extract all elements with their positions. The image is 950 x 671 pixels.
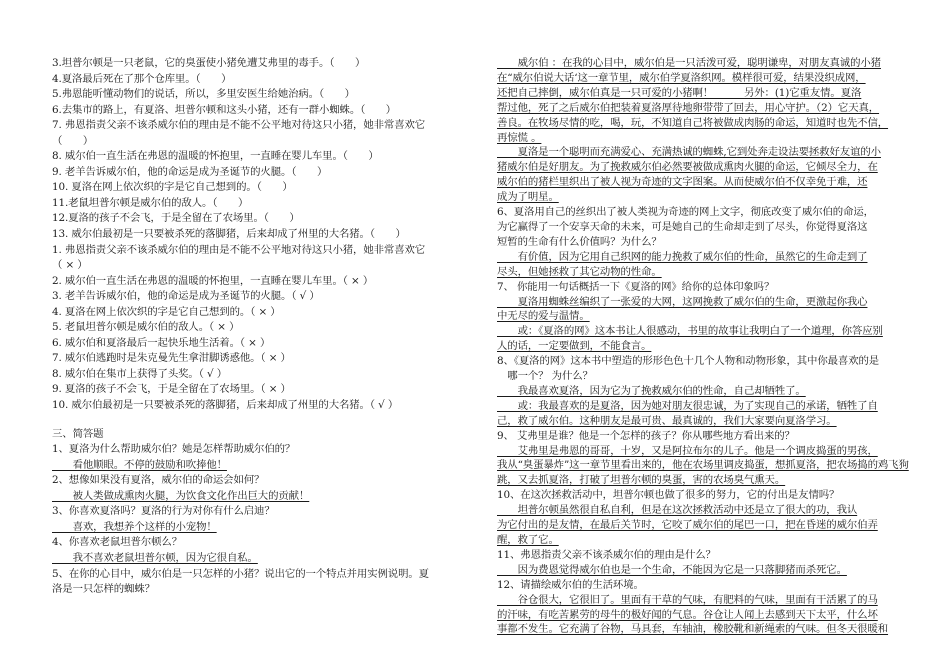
- left-text-line: （ × ）: [52, 259, 88, 272]
- section-spacer: [52, 414, 462, 427]
- right-text-line: 或：我最喜欢的是夏洛，因为她对朋友很忠诚，为了实现自己的承诺，牺牲了自: [497, 399, 878, 412]
- left-text-line: 3. 老羊告诉威尔伯，他的命运是成为圣诞节的火腿。（ √ ）: [52, 290, 320, 303]
- right-text-line: 跳，又去抓夏洛，打破了坦普尔顿的臭蛋，害的农场臭气熏天。: [497, 474, 786, 487]
- right-text-line: 艾弗里是弗恩的哥哥，十岁，又是阿拉布尔的儿子。他是一个调皮捣蛋的男孩，: [497, 444, 878, 457]
- left-column: [52, 56, 462, 598]
- left-text-line: 13. 威尔伯最初是一只要被杀死的落脚猪，后来却成了州里的大名猪。（ ）: [52, 228, 406, 241]
- right-text-line: 哪一个？ 为什么？: [497, 370, 593, 383]
- right-text-line: 8、《夏洛的网》这本书中塑造的形形色色十几个人物和动物形象，其中你最喜欢的是: [497, 355, 880, 368]
- left-text-line: 7. 威尔伯逃跑时是朱克曼先生拿泔脚诱惑他。（ × ）: [52, 352, 291, 365]
- right-text-line: 还把自己摔倒，威尔伯真是一只可爱的小猪啊！ 另外：(1)它重友情。夏洛: [497, 86, 862, 99]
- left-text-line: 6. 威尔伯和夏洛最后一起快乐地生活着。（ × ）: [52, 336, 271, 349]
- right-text-line: 6、夏洛用自己的丝织出了被人类视为奇迹的网上文字，彻底改变了威尔伯的命运，: [497, 206, 874, 219]
- left-text-line: 8. 威尔伯在集市上获得了头奖。（ √ ）: [52, 367, 228, 380]
- left-text-line: 洛是一只怎样的蜘蛛？: [52, 583, 155, 596]
- right-text-line: 我从“臭蛋暴炸”这一章节里看出来的，他在农场里调皮捣蛋，想抓夏洛，把农场捣的鸡飞狗: [497, 459, 909, 472]
- right-text-line: 再惊慌 。: [497, 131, 542, 144]
- right-text-line: 我最喜欢夏洛，因为它为了挽救威尔伯的性命，自己却牺牲了。: [497, 384, 806, 397]
- right-text-line: 9、 艾弗里是谁？他是一个怎样的孩子？你从哪些地方看出来的？: [497, 429, 795, 442]
- left-text-line: 1、夏洛为什么帮助威尔伯？她是怎样帮助威尔伯的？: [52, 443, 296, 456]
- right-text-line: 坦普尔顿虽然很自私自利，但是在这次拯救活动中还是立了很大的功，我认: [497, 504, 858, 517]
- left-text-line: 9. 夏洛的孩子不会飞，于是全留在了农场里。（ × ）: [52, 383, 291, 396]
- right-text-line: 有价值，因为它用自己织网的能力挽救了威尔伯的性命，虽然它的生命走到了: [497, 250, 868, 263]
- right-text-line: 中无尽的爱与温情。: [497, 310, 590, 323]
- right-text-line: 12、请描绘威尔伯的生活环境。: [497, 578, 644, 591]
- right-text-line: 人的话，一定要做到，不能食言。: [497, 340, 652, 353]
- left-text-line: 6.去集市的路上，有夏洛、坦普尔顿和这头小猪，还有一群小蜘蛛。（ ）: [52, 103, 397, 116]
- right-text-line: 因为费恩觉得威尔伯也是一个生命，不能因为它是一只落脚猪而杀死它。: [497, 563, 847, 576]
- right-text-line: 夏洛用蜘蛛丝编织了一张爱的大网，这网挽救了威尔伯的生命，更激起你我心: [497, 295, 868, 308]
- left-text-line: 5.弗恩能听懂动物们的说话，所以，多里安医生给她治病。（ ）: [52, 88, 355, 101]
- left-text-line: 12.夏洛的孩子不会飞，于是全留在了农场里。（ ）: [52, 212, 300, 225]
- right-text-line: 短暂的生命有什么价值吗？为什么？: [497, 235, 662, 248]
- right-text-line: 成为了明星。: [497, 191, 559, 204]
- right-text-line: 的汗味，有吃苦累劳的母牛的极好闻的气息。谷仓让人闻上去感到天下太平，什么坏: [497, 608, 878, 621]
- left-text-line: 5、在你的心目中，威尔伯是一只怎样的小猪？说出它的一个特点并用实例说明。夏: [52, 567, 429, 580]
- left-text-line: （ ）: [52, 134, 94, 147]
- right-text-line: 威尔伯的猪栏里织出了被人视为奇迹的文字图案。从而使威尔伯不仅幸免于难，还: [497, 176, 868, 189]
- right-text-line: 谷仓很大，它很旧了。里面有干草的气味，有肥料的气味，里面有干活累了的马: [497, 593, 878, 606]
- right-text-line: 威尔伯 ：在我的心目中，威尔伯是一只活泼可爱，聪明谦卑，对朋友真诚的小猪: [497, 57, 881, 69]
- right-text-line: 为它赢得了一个安享天命的未来，可是她自己的生命却走到了尽头，你觉得夏洛这: [497, 220, 868, 233]
- right-text-line: 7、 你能用一句话概括一下《夏洛的网》给你的总体印象吗？: [497, 280, 775, 293]
- right-text-line: 10、在这次拯救活动中，坦普尔顿也做了很多的努力，它的付出是友情吗？: [497, 489, 840, 502]
- left-text-line: 3、你喜欢夏洛吗？夏洛的行为对你有什么启迪？: [52, 505, 275, 518]
- left-text-line: 9. 老羊告诉威尔伯，他的命运是成为圣诞节的火腿。（ ）: [52, 165, 328, 178]
- left-text-line: 8. 威尔伯一直生活在弗恩的温暖的怀抱里，一直睡在婴儿车里。（ ）: [52, 150, 379, 163]
- left-text-line: 喜欢，我想养个这样的小宠物！: [52, 520, 217, 533]
- left-text-line: 4、你喜欢老鼠坦普尔顿么？: [52, 536, 182, 549]
- right-text-line: 醒，救了它。: [497, 534, 559, 546]
- right-text-line: 为它付出的是友情，在最后关节时，它咬了威尔伯的尾巴一口，把在昏迷的威尔伯弄: [497, 519, 878, 532]
- left-text-line: 1. 弗恩指责父亲不该杀威尔伯的理由是不能不公平地对待这只小猪，她非常喜欢它: [52, 243, 426, 256]
- right-text-line: 尽头，但她拯救了其它动物的性命。: [497, 265, 662, 278]
- left-text-line: 我不喜欢老鼠坦普尔顿，因为它很自私。: [52, 551, 258, 564]
- left-text-line: 看他顺眼。不停的鼓励和吹捧他！: [52, 458, 227, 471]
- right-text-line: 在“威尔伯说大话‘这一章节里，威尔伯学夏洛织网。模样很可爱，结果没织成网，: [497, 71, 866, 84]
- left-text-line: 4.夏洛最后死在了那个仓库里。（ ）: [52, 72, 232, 85]
- right-text-line: 帮过他，死了之后威尔伯把装着夏洛厚待地卵带带了回去，用心守护。（2）它天真，: [497, 101, 880, 114]
- right-text-line: 猪威尔伯是好朋友。为了挽救威尔伯必然要被做成熏肉火腿的命运，它倾尽全力，在: [497, 161, 878, 174]
- left-text-line: 10. 威尔伯最初是一只要被杀死的落脚猪，后来却成了州里的大名猪。（ √ ）: [52, 399, 399, 412]
- right-text-line: 事都不发生。它充满了谷物，马具套，车轴油，橡胶靴和新绳索的气味。但冬天很暖和: [497, 623, 889, 636]
- left-text-line: 2、想像如果没有夏洛，威尔伯的命运会如何？: [52, 474, 265, 487]
- left-text-line: 被人类做成熏肉火腿，为饮食文化作出巨大的贡献！: [52, 489, 310, 502]
- left-text-line: 10. 夏洛在网上依次织的字是它自己想到的。（ ）: [52, 181, 293, 194]
- right-text-line: 善良。在牧场尽情的吃，喝，玩，不知道自己将被做成肉肠的命运，知道时也先不信，: [497, 116, 889, 129]
- left-text-line: 11.老鼠坦普尔顿是威尔伯的敌人。（ ）: [52, 196, 249, 209]
- left-text-line: 三、简答题: [52, 427, 104, 440]
- right-text-line: 11、弗恩指责父亲不该杀威尔伯的理由是什么？: [497, 548, 716, 561]
- left-text-line: 7. 弗恩指责父亲不该杀威尔伯的理由是不能不公平地对待这只小猪，她非常喜欢它: [52, 119, 426, 132]
- right-text-line: 己，救了威尔伯。这种朋友是最可贵、最真诚的，我们大家要向夏洛学习。: [497, 414, 837, 427]
- left-text-line: 5. 老鼠坦普尔顿是威尔伯的敌人。（ × ）: [52, 321, 240, 334]
- left-text-line: 2. 威尔伯一直生活在弗恩的温暖的怀抱里，一直睡在婴儿车里。（ × ）: [52, 274, 374, 287]
- left-text-line: 4. 夏洛在网上依次织的字是它自己想到的。（ × ）: [52, 305, 281, 318]
- right-text-line: 或：《夏洛的网》这本书让人很感动，书里的故事让我明白了一个道理，你答应别: [497, 325, 883, 338]
- left-text-line: 3.坦普尔顿是一只老鼠，它的臭蛋使小猪免遭艾弗里的毒手。（ ）: [52, 57, 366, 69]
- right-text-line: 夏洛是一个聪明而充满爱心、充满热诚的蜘蛛,它到处奔走设法要拯救好友谊的小: [497, 146, 881, 159]
- right-column: [497, 56, 915, 637]
